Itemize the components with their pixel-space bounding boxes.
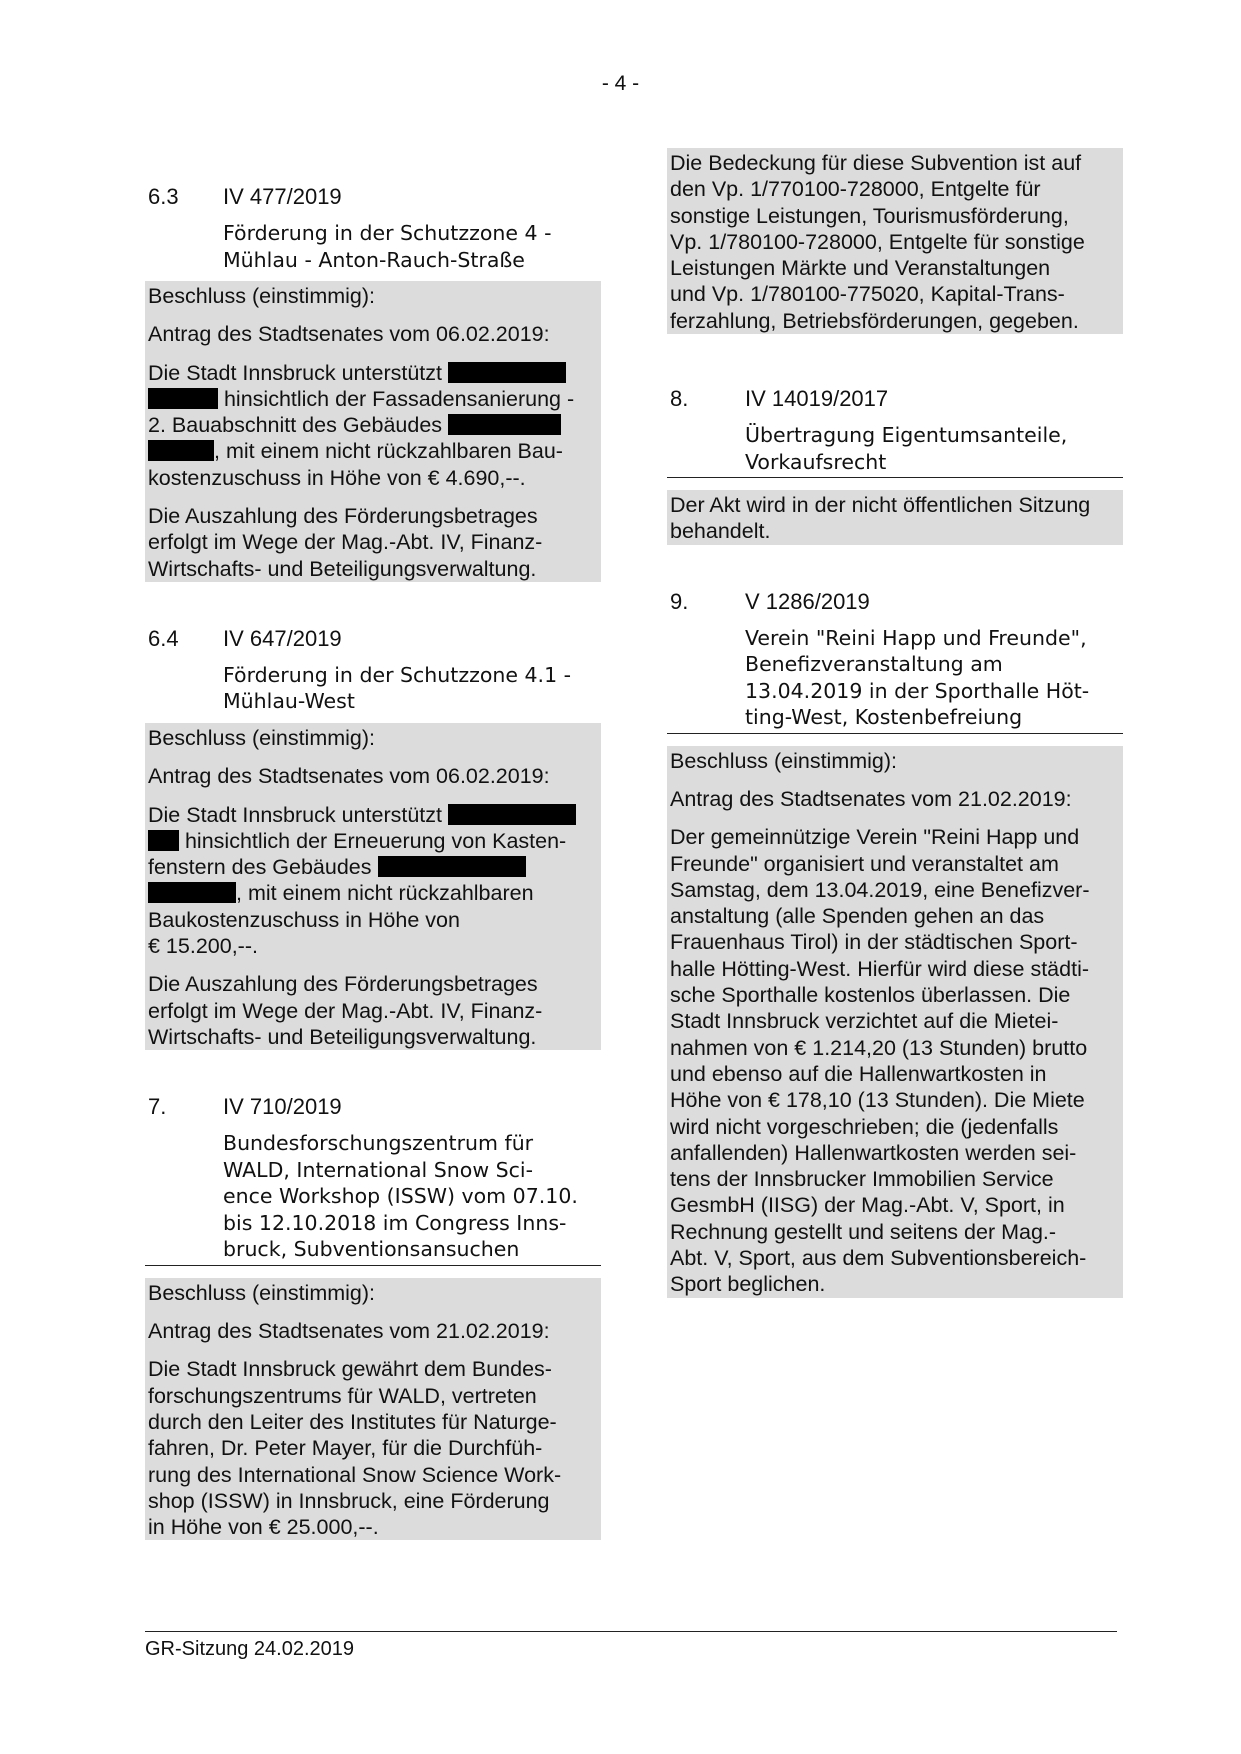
item-reference: IV 647/2019	[223, 625, 342, 651]
item-number: 8.	[670, 386, 689, 412]
item-title: Förderung in der Schutzzone 4.1 - Mühlau-West	[223, 662, 572, 714]
resolution-block	[145, 723, 601, 1050]
item-title: Förderung in der Schutzzone 4 - Mühlau - Anton-Rauch-Straße	[223, 221, 552, 272]
redaction-bar	[378, 856, 526, 877]
item-reference: V 1286/2019	[745, 588, 870, 614]
resolution-block	[145, 1278, 601, 1541]
resolution-label: Beschluss (einstimmig):	[148, 284, 375, 308]
item-number: 9.	[670, 588, 689, 614]
left-column	[145, 184, 601, 1540]
redaction-bar	[148, 388, 218, 409]
resolution-text: Die Stadt Innsbruck unterstützt hinsichtlich der Erneuerung von Kasten- fenstern des Gebäudes , mit einem nicht rückzahlbaren Baukostenzuschuss in Höhe von € 15.200,--.	[148, 802, 598, 960]
resolution-text: Die Stadt Innsbruck unterstützt hinsichtlich der Fassadensanierung - 2. Bauabschnitt des Gebäudes , mit einem nicht rückzahlbaren Bau- kostenzuschuss in Höhe von € 4.690,--.	[148, 360, 575, 490]
item-number: 7.	[148, 1094, 167, 1120]
redaction-bar	[148, 830, 179, 851]
motion-label: Antrag des Stadtsenates vom 06.02.2019:	[148, 764, 550, 789]
redaction-bar	[148, 882, 236, 903]
redaction-bar	[448, 804, 576, 825]
resolution-text: Der gemeinnützige Verein "Reini Happ und Freunde" organisiert und veranstaltet am Samstag, dem 13.04.2019, eine Benefizver- anstaltung (alle Spenden gehen an das Frauenhaus Tirol) in der städtischen Sport- halle Hötting-West. Hierfür wird diese städti- sche Sporthalle kostenlos überlassen. Die Stadt Innsbruck verzichtet auf die Mietei- nahmen von € 1.214,20 (13 Stunden) brutto und ebenso auf die Hallenwartkosten in Höhe von € 178,10 (13 Stunden). Die Miete wird nicht vorgeschrieben; die (jedenfalls anfallenden) Hallenwartkosten werden sei- tens der Innsbrucker Immobilien Service GesmbH (IISG) der Mag.-Abt. V, Sport, in Rechnung gestellt und seitens der Mag.- Abt. V, Sport, aus dem Subventionsbereich- Sport beglichen.	[670, 825, 1090, 1297]
item-reference: IV 710/2019	[223, 1094, 342, 1120]
resolution-label: Beschluss (einstimmig):	[670, 748, 897, 773]
item-number: 6.3	[148, 184, 179, 209]
motion-label: Antrag des Stadtsenates vom 21.02.2019:	[148, 1319, 550, 1344]
item-number: 6.4	[148, 625, 179, 651]
payment-text: Die Auszahlung des Förderungsbetrages erfolgt im Wege der Mag.-Abt. IV, Finanz- Wirtschafts- und Beteiligungsverwaltung.	[148, 972, 543, 1049]
agenda-item-6-3	[145, 184, 601, 582]
item-title: Verein "Reini Happ und Freunde", Benefizveranstaltung am 13.04.2019 in der Sporthalle Höt- ting-West, Kostenbefreiung	[667, 625, 1123, 734]
agenda-item-6-4	[145, 626, 601, 1050]
resolution-label: Beschluss (einstimmig):	[148, 725, 375, 750]
motion-label: Antrag des Stadtsenates vom 21.02.2019:	[670, 786, 1072, 811]
item-title: Übertragung Eigentumsanteile, Vorkaufsrecht	[667, 422, 1123, 478]
item-reference: IV 14019/2017	[745, 386, 889, 412]
resolution-block	[667, 746, 1123, 1298]
redaction-bar	[448, 362, 566, 383]
redaction-bar	[448, 414, 561, 435]
redaction-bar	[148, 440, 214, 461]
item-reference: IV 477/2019	[223, 184, 342, 209]
right-column	[667, 148, 1123, 1298]
page-number: - 4 -	[601, 72, 640, 95]
item-title: Bundesforschungszentrum für WALD, International Snow Sci- ence Workshop (ISSW) vom 07.10. bis 12.10.2018 im Congress Inns- bruck, Subventionsansuchen	[145, 1130, 601, 1266]
motion-label: Antrag des Stadtsenates vom 06.02.2019:	[148, 322, 550, 347]
coverage-text: Die Bedeckung für diese Subvention ist auf den Vp. 1/770100-728000, Entgelte für sonstige Leistungen, Tourismusförderung, Vp. 1/780100-728000, Entgelte für sonstige Leistungen Märkte und Veranstaltungen und Vp. 1/780100-775020, Kapital-Trans- ferzahlung, Betriebsförderungen, gegeben.	[670, 151, 1085, 333]
closed-session-note: Der Akt wird in der nicht öffentlichen Sitzung behandelt.	[667, 490, 1123, 545]
funding-coverage-block	[667, 148, 1123, 334]
payment-text: Die Auszahlung des Förderungsbetrages erfolgt im Wege der Mag.-Abt. IV, Finanz- Wirtschafts- und Beteiligungsverwaltung.	[148, 504, 543, 581]
resolution-text: Die Stadt Innsbruck gewährt dem Bundes- forschungszentrums für WALD, vertreten durch den Leiter des Institutes für Naturge- fahren, Dr. Peter Mayer, für die Durchfüh- rung des International Snow Science Work- shop (ISSW) in Innsbruck, eine Förderung in Höhe von € 25.000,--.	[148, 1357, 562, 1540]
resolution-label: Beschluss (einstimmig):	[148, 1280, 375, 1305]
footer: GR-Sitzung 24.02.2019	[145, 1631, 1117, 1661]
agenda-item-7	[145, 1094, 601, 1540]
resolution-block	[145, 281, 601, 582]
agenda-item-8	[667, 386, 1123, 545]
agenda-item-9	[667, 589, 1123, 1298]
